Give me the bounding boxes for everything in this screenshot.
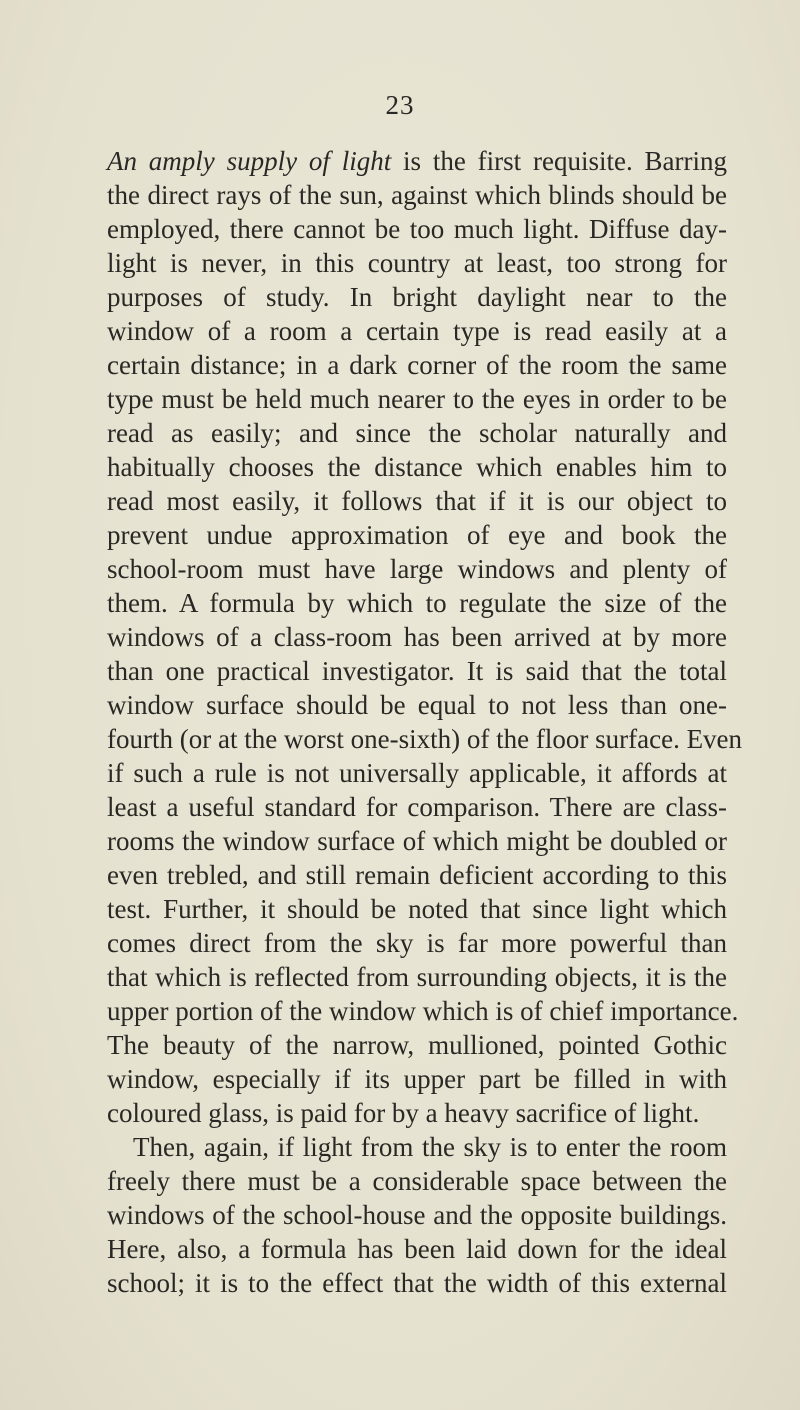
text-line: An amply supply of light is the first requisite. Barring — [107, 146, 727, 176]
text-line: freely there must be a considerable space between the — [107, 1166, 727, 1196]
text-line: that which is reflected from surrounding objects, it is the — [107, 962, 727, 992]
text-line: if such a rule is not universally applicable, it affords at — [107, 758, 727, 788]
italic-phrase: An amply supply of light — [107, 146, 392, 176]
text-line: employed, there cannot be too much light. Diffuse day- — [107, 214, 727, 244]
text-line: habitually chooses the distance which enables him to — [107, 452, 727, 482]
text-line: Here, also, a formula has been laid down for the ideal — [107, 1234, 727, 1264]
text-line: window, especially if its upper part be filled in with — [107, 1064, 727, 1094]
text-line: read as easily; and since the scholar naturally and — [107, 418, 727, 448]
page-number: 23 — [385, 90, 415, 120]
body-text — [107, 144, 743, 1300]
text-line: coloured glass, is paid for by a heavy sacrifice of light. — [107, 1098, 700, 1128]
text-line: comes direct from the sky is far more powerful than — [107, 928, 727, 958]
text-line: test. Further, it should be noted that since light which — [107, 894, 727, 924]
text-line: certain distance; in a dark corner of the room the same — [107, 350, 727, 380]
text-line: than one practical investigator. It is said that the total — [107, 656, 727, 686]
text-line: prevent undue approximation of eye and book the — [107, 520, 727, 550]
text-line: school-room must have large windows and plenty of — [107, 554, 727, 584]
text-line: windows of a class-room has been arrived at by more — [107, 622, 727, 652]
text-line: light is never, in this country at least, too strong for — [107, 248, 727, 278]
text-line: fourth (or at the worst one-sixth) of the floor surface. Even — [107, 724, 743, 754]
text-line: them. A formula by which to regulate the size of the — [107, 588, 727, 618]
text-line: window surface should be equal to not less than one- — [107, 690, 727, 720]
text-line: rooms the window surface of which might be doubled or — [107, 826, 727, 856]
text-line: window of a room a certain type is read easily at a — [107, 316, 727, 346]
text-line: read most easily, it follows that if it is our object to — [107, 486, 727, 516]
text-line: Then, again, if light from the sky is to enter the room — [133, 1132, 727, 1162]
text-line: windows of the school-house and the opposite buildings. — [107, 1200, 727, 1230]
text-line: the direct rays of the sun, against which blinds should be — [107, 180, 727, 210]
text-line: type must be held much nearer to the eyes in order to be — [107, 384, 727, 414]
text-line: The beauty of the narrow, mullioned, pointed Gothic — [107, 1030, 727, 1060]
text-line: even trebled, and still remain deficient according to this — [107, 860, 727, 890]
text-line: school; it is to the effect that the width of this external — [107, 1268, 727, 1298]
text-line: upper portion of the window which is of chief importance. — [107, 996, 739, 1026]
text-line: least a useful standard for comparison. There are class- — [107, 792, 727, 822]
text-line: purposes of study. In bright daylight near to the — [107, 282, 727, 312]
